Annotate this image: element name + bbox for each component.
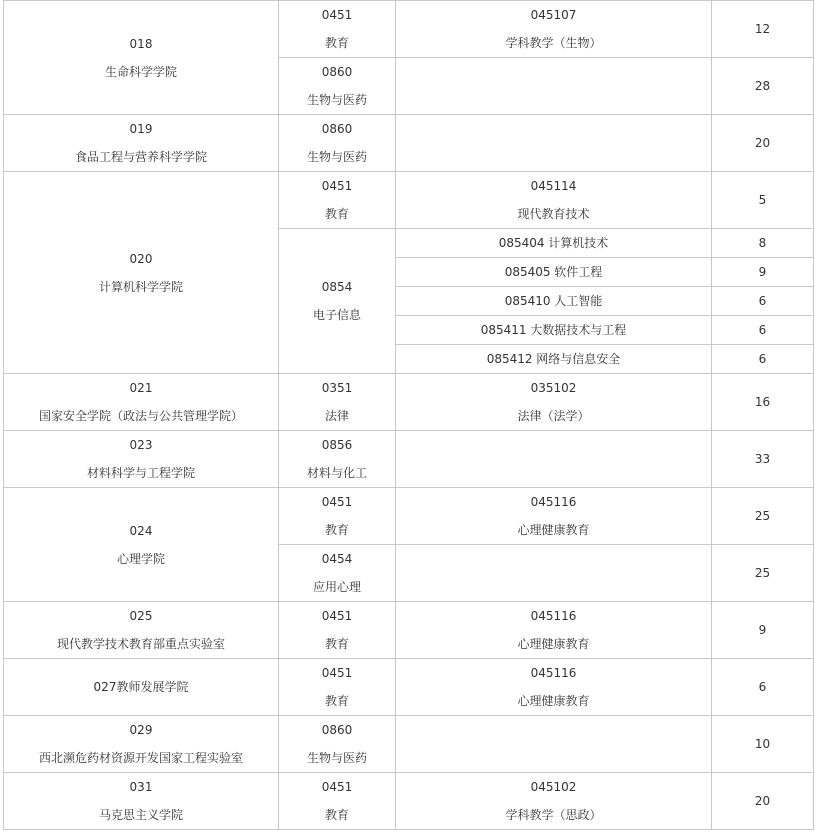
major-code: 045114 xyxy=(530,179,577,193)
major-code: 045116 xyxy=(530,609,577,623)
college-name: 国家安全学院（政法与公共管理学院） xyxy=(38,409,243,423)
count-cell: 28 xyxy=(712,58,814,115)
college-cell xyxy=(4,1,279,115)
subject-code: 0351 xyxy=(321,381,353,395)
count-cell: 20 xyxy=(712,773,814,830)
major-cell xyxy=(396,374,712,431)
college-name: 心理学院 xyxy=(116,551,165,566)
subject-name: 教育 xyxy=(324,808,349,822)
college-code: 025 xyxy=(129,609,153,623)
subject-cell xyxy=(279,172,396,229)
major-cell xyxy=(396,545,712,602)
subject-name: 电子信息 xyxy=(312,308,361,322)
major-cell xyxy=(396,1,712,58)
subject-name: 生物与医药 xyxy=(306,150,367,164)
college-cell xyxy=(4,374,279,431)
subject-cell xyxy=(279,545,396,602)
subject-name: 教育 xyxy=(324,694,349,708)
major-cell xyxy=(396,172,712,229)
subject-code: 0451 xyxy=(321,8,353,22)
subject-cell xyxy=(279,229,396,374)
subject-code: 0451 xyxy=(321,609,353,623)
enrollment-table xyxy=(3,0,814,830)
major-cell: 085410 人工智能 xyxy=(396,287,712,316)
college-code: 020 xyxy=(129,251,153,266)
table-row xyxy=(4,488,814,545)
subject-name: 材料与化工 xyxy=(306,466,367,480)
major-cell xyxy=(396,773,712,830)
count-cell: 33 xyxy=(712,431,814,488)
college-cell xyxy=(4,431,279,488)
major-code: 045102 xyxy=(530,780,577,794)
college-cell xyxy=(4,602,279,659)
college-code: 024 xyxy=(129,523,153,538)
count-cell: 6 xyxy=(712,316,814,345)
subject-code: 0860 xyxy=(321,65,353,79)
college-name: 材料科学与工程学院 xyxy=(86,466,195,480)
subject-cell xyxy=(279,602,396,659)
major-code: 045116 xyxy=(530,666,577,680)
table-row xyxy=(4,602,814,659)
major-code: 045116 xyxy=(530,495,577,509)
subject-code: 0856 xyxy=(321,438,353,452)
subject-name: 教育 xyxy=(324,36,349,50)
college-code: 018 xyxy=(129,36,153,51)
college-cell xyxy=(4,488,279,602)
subject-code: 0860 xyxy=(321,723,353,737)
college-cell xyxy=(4,716,279,773)
major-name: 现代教育技术 xyxy=(517,207,590,221)
subject-cell xyxy=(279,58,396,115)
subject-cell xyxy=(279,716,396,773)
count-cell: 9 xyxy=(712,258,814,287)
subject-cell xyxy=(279,659,396,716)
count-cell: 6 xyxy=(712,345,814,374)
major-code: 035102 xyxy=(530,381,577,395)
major-cell xyxy=(396,431,712,488)
subject-name: 应用心理 xyxy=(312,580,361,594)
subject-name: 法律 xyxy=(324,409,349,423)
subject-cell xyxy=(279,1,396,58)
count-cell: 8 xyxy=(712,229,814,258)
major-cell xyxy=(396,115,712,172)
table-row xyxy=(4,773,814,830)
major-cell: 085411 大数据技术与工程 xyxy=(396,316,712,345)
count-cell: 6 xyxy=(712,659,814,716)
college-name: 西北濒危药材资源开发国家工程实验室 xyxy=(38,751,243,765)
count-cell: 16 xyxy=(712,374,814,431)
major-cell: 085412 网络与信息安全 xyxy=(396,345,712,374)
college-cell xyxy=(4,172,279,374)
major-cell xyxy=(396,58,712,115)
subject-code: 0454 xyxy=(321,552,353,566)
college-code: 029 xyxy=(129,723,153,737)
college-cell xyxy=(4,659,279,716)
college-code: 021 xyxy=(129,381,153,395)
subject-name: 生物与医药 xyxy=(306,751,367,765)
college-name: 027教师发展学院 xyxy=(93,680,189,694)
subject-code: 0451 xyxy=(321,780,353,794)
subject-code: 0451 xyxy=(321,179,353,193)
major-name: 法律（法学） xyxy=(517,409,590,423)
major-name: 心理健康教育 xyxy=(517,694,590,708)
college-name: 生命科学学院 xyxy=(104,64,177,79)
table-row xyxy=(4,1,814,58)
major-name: 心理健康教育 xyxy=(517,637,590,651)
major-cell: 085404 计算机技术 xyxy=(396,229,712,258)
table-row xyxy=(4,431,814,488)
major-name: 心理健康教育 xyxy=(517,523,590,537)
subject-cell xyxy=(279,773,396,830)
table-row xyxy=(4,659,814,716)
major-cell xyxy=(396,488,712,545)
college-code: 023 xyxy=(129,438,153,452)
major-name: 学科教学（生物） xyxy=(505,36,602,50)
count-cell: 6 xyxy=(712,287,814,316)
count-cell: 25 xyxy=(712,488,814,545)
table-row xyxy=(4,716,814,773)
subject-cell xyxy=(279,115,396,172)
major-cell xyxy=(396,659,712,716)
major-cell xyxy=(396,602,712,659)
subject-code: 0451 xyxy=(321,495,353,509)
subject-code: 0854 xyxy=(321,280,353,294)
subject-name: 教育 xyxy=(324,207,349,221)
count-cell: 20 xyxy=(712,115,814,172)
college-name: 计算机科学学院 xyxy=(98,279,183,294)
college-code: 031 xyxy=(129,780,153,794)
table-row xyxy=(4,172,814,229)
count-cell: 25 xyxy=(712,545,814,602)
subject-cell xyxy=(279,488,396,545)
major-cell: 085405 软件工程 xyxy=(396,258,712,287)
count-cell: 10 xyxy=(712,716,814,773)
subject-cell xyxy=(279,431,396,488)
major-name: 学科教学（思政） xyxy=(505,808,602,822)
major-cell xyxy=(396,716,712,773)
college-cell xyxy=(4,115,279,172)
count-cell: 9 xyxy=(712,602,814,659)
subject-code: 0451 xyxy=(321,666,353,680)
major-code: 045107 xyxy=(530,8,577,22)
college-code: 019 xyxy=(129,122,153,136)
college-name: 食品工程与营养科学学院 xyxy=(74,150,207,164)
subject-cell xyxy=(279,374,396,431)
subject-code: 0860 xyxy=(321,122,353,136)
college-name: 马克思主义学院 xyxy=(98,808,183,822)
subject-name: 教育 xyxy=(324,523,349,537)
college-name: 现代教学技术教育部重点实验室 xyxy=(56,637,225,651)
subject-name: 生物与医药 xyxy=(306,93,367,107)
subject-name: 教育 xyxy=(324,637,349,651)
count-cell: 12 xyxy=(712,1,814,58)
college-cell xyxy=(4,773,279,830)
count-cell: 5 xyxy=(712,172,814,229)
table-row xyxy=(4,374,814,431)
table-row xyxy=(4,115,814,172)
